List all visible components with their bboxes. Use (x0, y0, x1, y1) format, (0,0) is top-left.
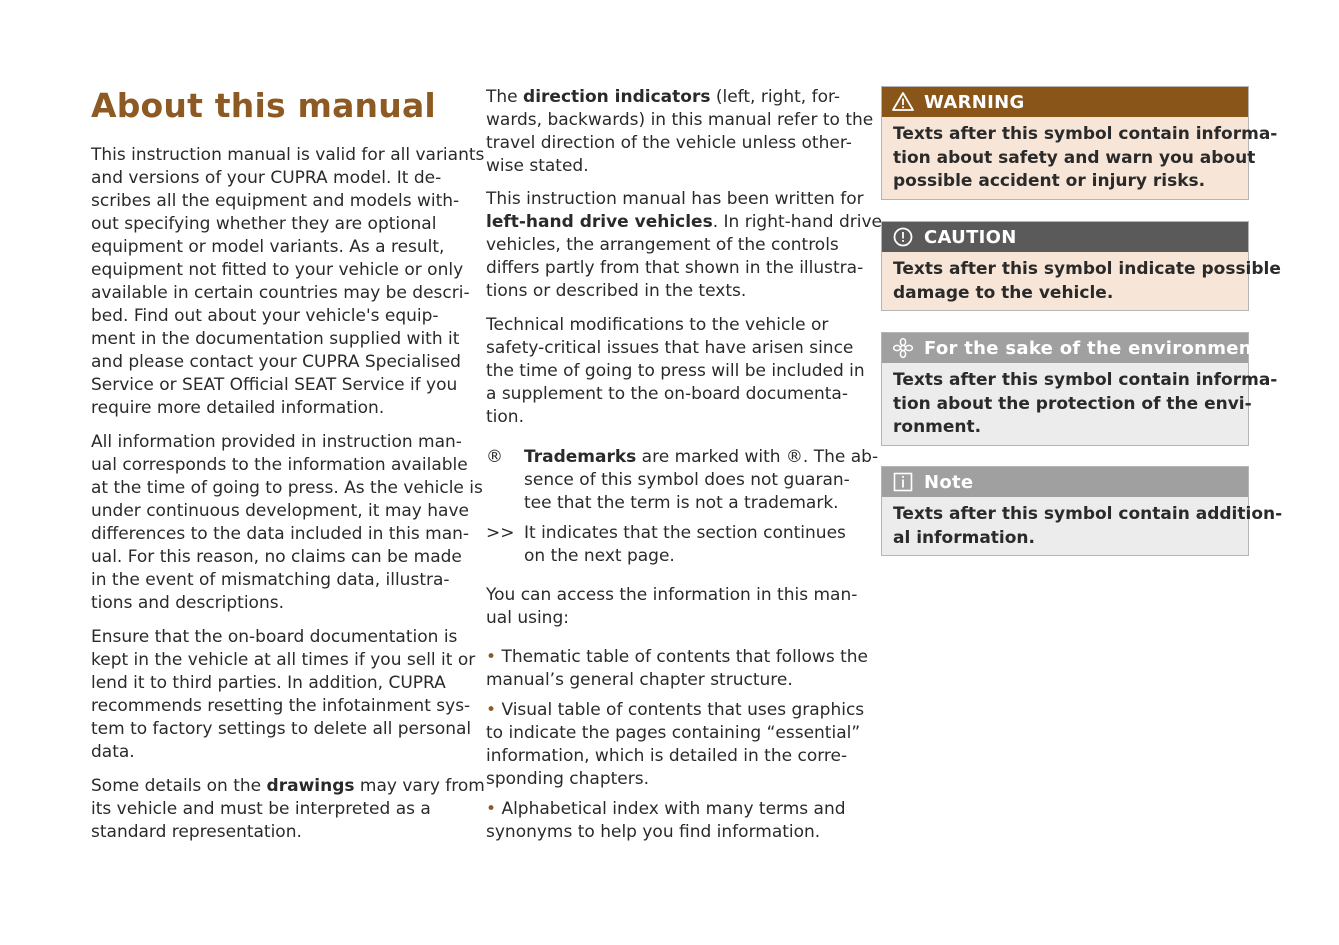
warning-text: Texts after this symbol contain informa- tion about safety and warn you about possible accident or injury risks. (882, 117, 1248, 199)
note-header (882, 467, 1248, 497)
double-chevron-right-icon: >> (486, 523, 515, 543)
paragraph-documentation: Ensure that the on-board documentation is kept in the vehicle at all times if you sell it or lend it to third parties. In addition, CUPRA recommends resetting the infotainment sys- tem to factory settings to delete all personal data. (91, 627, 476, 762)
trademark-text: Trademarks are marked with ®. The ab- sence of this symbol does not guaran- tee that the term is not a trademark. (524, 447, 879, 513)
paragraph-left-hand-drive: This instruction manual has been written for left-hand drive vehicles. In right-hand drive vehicles, the arrangement of the controls differs partly from that shown in the illustra- tions or described in the texts. (486, 189, 882, 301)
paragraph-validity: This instruction manual is valid for all variants and versions of your CUPRA model. It de- scribes all the equipment and models with- out specifying whether they are optional equipment or model variants. As a result, equipment not fitted to your vehicle or only available in certain countries may be descri- bed. Find out about your vehicle's equip- ment in the documentation supplied with it and please contact your CUPRA Specialised Service or SEAT Official SEAT Service if you require more detailed information. (91, 145, 485, 418)
bullet-icon: • (486, 647, 497, 667)
caution-box (881, 221, 1281, 311)
note-box (881, 466, 1283, 556)
environment-header (882, 333, 1261, 363)
caution-circle-icon (892, 226, 914, 248)
list-item: • Visual table of contents that uses graphics to indicate the pages containing “essential” information, which is detailed in the corre- sponding chapters. (486, 700, 865, 789)
paragraph-drawings: Some details on the drawings may vary from its vehicle and must be interpreted as a standard representation. (91, 776, 485, 842)
info-icon (892, 471, 914, 493)
page-title: About this manual (91, 86, 436, 125)
warning-title: WARNING (924, 91, 1025, 113)
bullet-icon: • (486, 799, 497, 819)
bullet-icon: • (486, 700, 497, 720)
caution-text: Texts after this symbol indicate possible damage to the vehicle. (882, 252, 1248, 310)
list-item: • Thematic table of contents that follows the manual’s general chapter structure. (486, 647, 868, 690)
note-title: Note (924, 471, 974, 493)
warning-triangle-icon (892, 91, 914, 113)
registered-icon: ® (486, 447, 503, 467)
environment-text: Texts after this symbol contain informa- tion about the protection of the envi- ronment. (882, 363, 1248, 445)
caution-header (882, 222, 1248, 252)
list-item: • Alphabetical index with many terms and synonyms to help you find information. (486, 799, 846, 842)
environment-box (881, 332, 1278, 446)
flower-icon (892, 337, 914, 359)
note-text: Texts after this symbol contain addition- al information. (882, 497, 1248, 555)
warning-header (882, 87, 1248, 117)
caution-title: CAUTION (924, 226, 1017, 248)
paragraph-technical-modifications: Technical modifications to the vehicle or safety-critical issues that have arisen since the time of going to press will be included in a supplement to the on-board documenta- tion. (486, 315, 865, 427)
continues-text: It indicates that the section continues on the next page. (524, 523, 846, 566)
paragraph-access: You can access the information in this man- ual using: (486, 585, 858, 628)
paragraph-direction-indicators: The direction indicators (left, right, for- wards, backwards) in this manual refer to the travel direction of the vehicle unless other- wise stated. (486, 87, 874, 176)
paragraph-information: All information provided in instruction man- ual corresponds to the information available at the time of going to press. As the vehicle is under continuous development, it may have differences to the data included in this man- ual. For this reason, no claims can be made in the event of mismatching data, illustra- tions and descriptions. (91, 432, 483, 613)
warning-box (881, 86, 1278, 200)
environment-title: For the sake of the environment (924, 337, 1261, 359)
